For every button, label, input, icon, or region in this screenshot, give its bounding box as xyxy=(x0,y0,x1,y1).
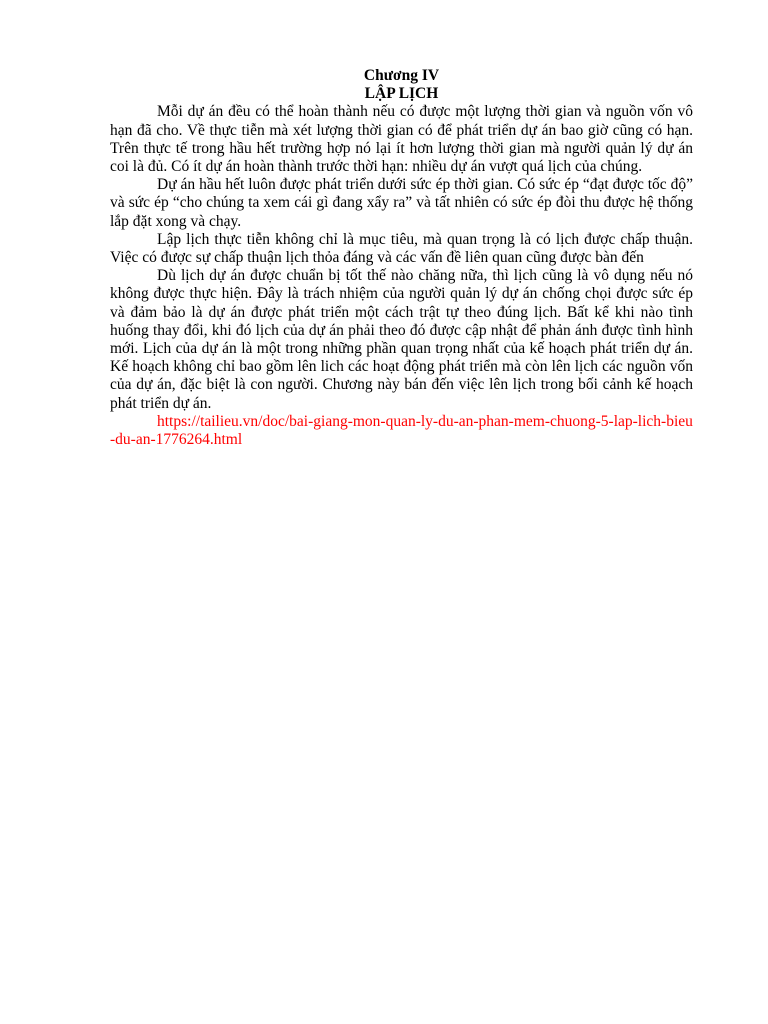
document-body xyxy=(110,67,693,449)
paragraph-1: Mỗi dự án đều có thể hoàn thành nếu có được một lượng thời gian và nguồn vốn vô hạn đã cho. Về thực tiễn mà xét lượng thời gian có để phát triển dự án bao giờ cũng có hạn. Trên thực tế trong hầu hết trường hợp nó lại ít hơn lượng thời gian mà người quản lý dự án coi là đủ. Có ít dự án hoàn thành trước thời hạn: nhiều dự án vượt quá lịch của chúng. xyxy=(110,103,693,176)
chapter-heading: Chương IV xyxy=(363,67,440,84)
source-link[interactable]: https://tailieu.vn/doc/bai-giang-mon-quan-ly-du-an-phan-mem-chuong-5-lap-lich-bieu-du-an-1776264.html xyxy=(110,412,693,449)
paragraph-2: Dự án hầu hết luôn được phát triển dưới sức ép thời gian. Có sức ép “đạt được tốc độ” và sức ép “cho chúng ta xem cái gì đang xẩy ra” và tất nhiên có sức ép đòi thu được hệ thống lắp đặt xong và chạy. xyxy=(110,176,693,230)
paragraph-4: Dù lịch dự án được chuẩn bị tốt thế nào chăng nữa, thì lịch cũng là vô dụng nếu nó không được thực hiện. Đây là trách nhiệm của người quản lý dự án chống chọi được sức ép và đảm bảo là dự án được phát triển một cách trật tự theo đúng lịch. Bất kể khi nào tình huống thay đổi, khi đó lịch của dự án phải theo đó được cập nhật để phản ánh được tình hình mới. Lịch của dự án là một trong những phần quan trọng nhất của kế hoạch phát triển dự án. Kế hoạch không chỉ bao gồm lên lich các hoạt động phát triển mà còn lên lịch các nguồn vốn của dự án, đặc biệt là con người. Chương này bán đến việc lên lịch trong bối cảnh kế hoạch phát triển dự án. xyxy=(110,267,693,412)
chapter-title: LẬP LỊCH xyxy=(364,85,439,103)
paragraph-3: Lập lịch thực tiễn không chỉ là mục tiêu, mà quan trọng là có lịch được chấp thuận. Việc có được sự chấp thuận lịch thỏa đáng và các vấn đề liên quan cũng được bàn đến xyxy=(110,230,693,267)
